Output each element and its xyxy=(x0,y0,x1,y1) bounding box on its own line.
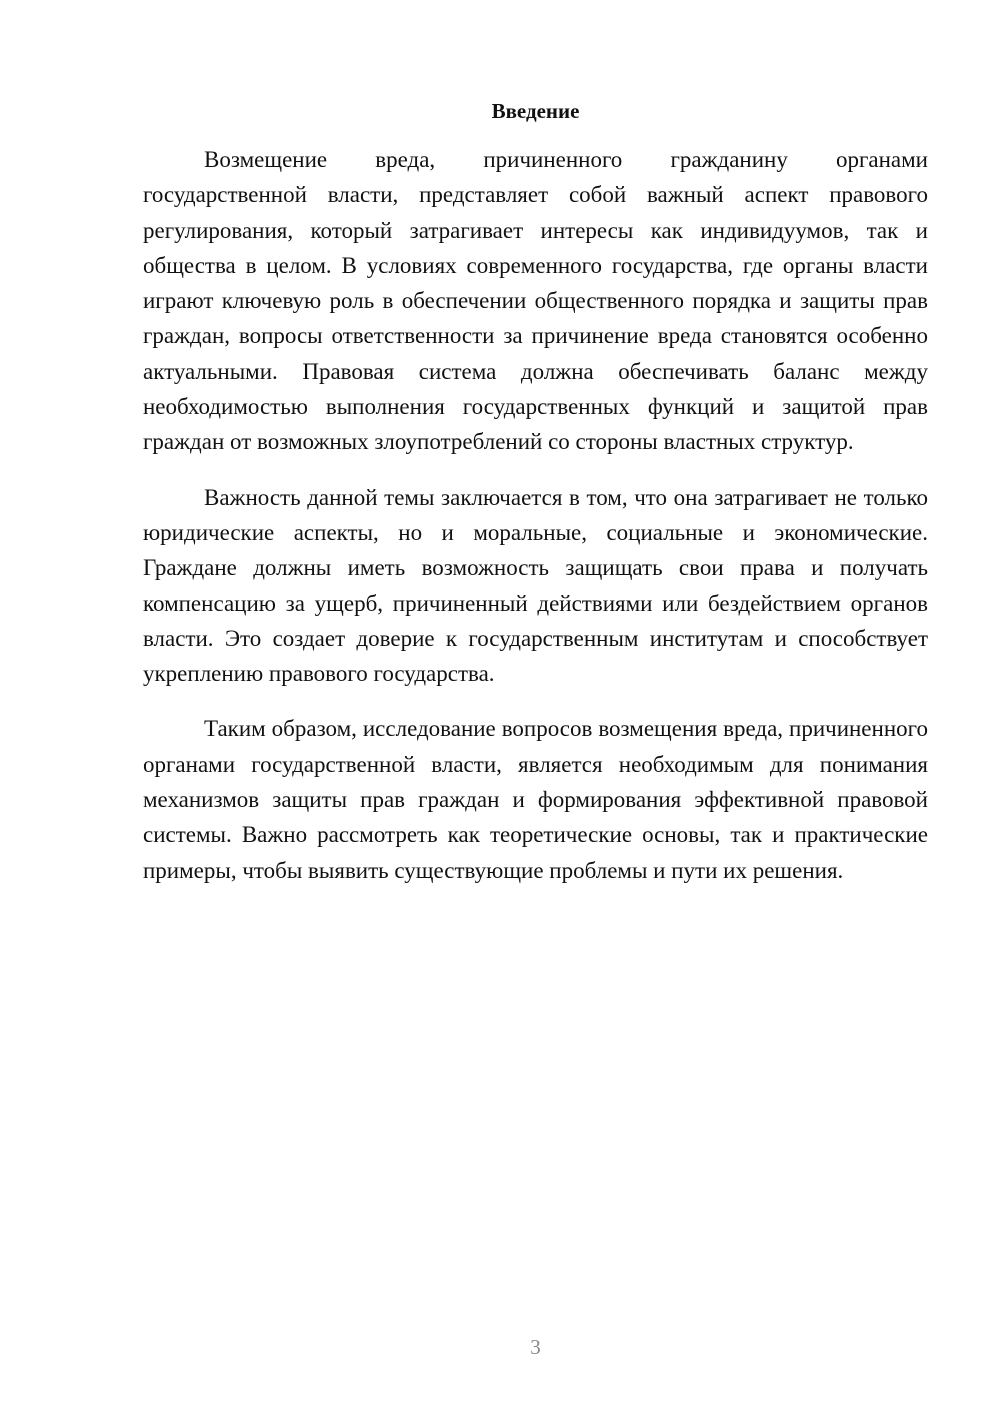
page-number: 3 xyxy=(530,1335,541,1359)
body-text xyxy=(143,142,928,908)
paragraph-2: Важность данной темы заключается в том, что она затрагивает не только юридические аспекты, но и моральные, социальные и экономические. Граждане должны иметь возможность защищать свои права и получать компенсацию за ущерб, причиненный действиями или бездействием органов власти. Это создает доверие к государственным институтам и способствует укреплению правового государства. xyxy=(143,484,928,687)
paragraph-3: Таким образом, исследование вопросов возмещения вреда, причиненного органами государственной власти, является необходимым для понимания механизмов защиты прав граждан и формирования эффективной правовой системы. Важно рассмотреть как теоретические основы, так и практические примеры, чтобы выявить существующие проблемы и пути их решения. xyxy=(143,716,928,883)
paragraph-1: Возмещение вреда, причиненного гражданину органами государственной власти, представляет собой важный аспект правового регулирования, который затрагивает интересы как индивидуумов, так и общества в целом. В условиях современного государства, где органы власти играют ключевую роль в обеспечении общественного порядка и защиты прав граждан, вопросы ответственности за причинение вреда становятся особенно актуальными. Правовая система должна обеспечивать баланс между необходимостью выполнения государственных функций и защитой прав граждан от возможных злоупотреблений со стороны властных структур. xyxy=(143,147,928,455)
section-title: Введение xyxy=(491,99,580,123)
